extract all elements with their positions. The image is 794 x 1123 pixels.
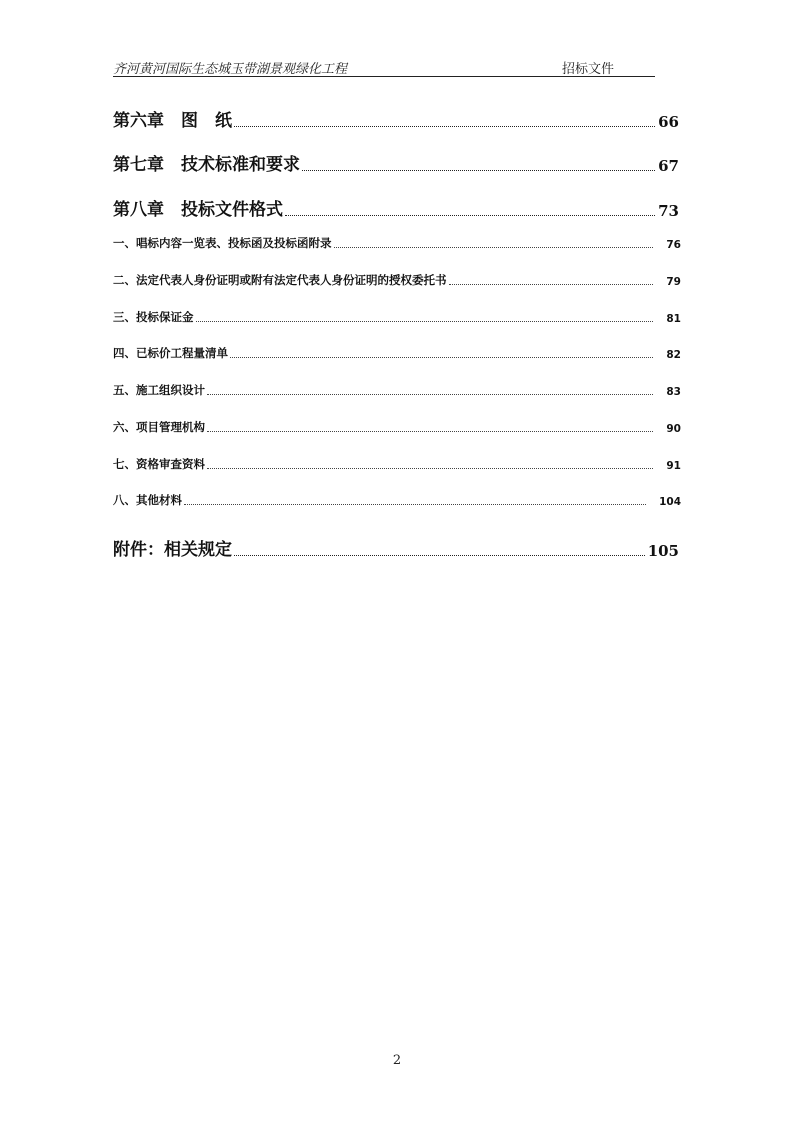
toc-dot-leader xyxy=(207,467,653,469)
toc-entry-section-3[interactable] xyxy=(113,309,681,325)
toc-dot-leader xyxy=(184,503,646,505)
page-number: 2 xyxy=(392,1053,402,1068)
toc-page-number: 73 xyxy=(658,202,679,220)
toc-page-number: 104 xyxy=(659,496,681,508)
toc-entry-section-1[interactable] xyxy=(113,235,681,251)
toc-entry-appendix[interactable] xyxy=(113,535,679,560)
toc-entry-section-5[interactable] xyxy=(113,382,681,398)
toc-page-number: 79 xyxy=(666,276,681,288)
toc-page-number: 90 xyxy=(666,423,681,435)
toc-entry-section-7[interactable] xyxy=(113,456,681,472)
toc-dot-leader xyxy=(234,125,655,127)
toc-dot-leader xyxy=(334,246,654,248)
toc-page-number: 76 xyxy=(666,239,681,251)
toc-page-number: 67 xyxy=(658,157,679,175)
toc-label: 五、施工组织设计 xyxy=(113,383,205,397)
toc-dot-leader xyxy=(196,320,654,322)
toc-label: 一、唱标内容一览表、投标函及投标函附录 xyxy=(113,236,332,250)
toc-page-number: 66 xyxy=(658,113,679,131)
toc-dot-leader xyxy=(230,356,653,358)
toc-label: 七、资格审查资料 xyxy=(113,457,205,471)
toc-dot-leader xyxy=(302,169,655,171)
toc-label: 三、投标保证金 xyxy=(113,310,194,324)
toc-entry-chapter-6[interactable] xyxy=(113,106,679,131)
toc-entry-section-4[interactable] xyxy=(113,345,681,361)
toc-dot-leader xyxy=(285,214,655,216)
document-type: 招标文件 xyxy=(562,62,615,77)
toc-label: 四、已标价工程量清单 xyxy=(113,346,228,360)
toc-entry-section-8[interactable] xyxy=(113,492,681,508)
toc-page-number: 82 xyxy=(666,349,681,361)
toc-dot-leader xyxy=(234,554,645,556)
toc-dot-leader xyxy=(449,283,654,285)
toc-dot-leader xyxy=(207,430,653,432)
toc-entry-section-2[interactable] xyxy=(113,272,681,288)
toc-entry-chapter-8[interactable] xyxy=(113,195,679,220)
toc-label: 第六章 图 纸 xyxy=(113,111,232,131)
toc-page-number: 83 xyxy=(666,386,681,398)
toc-page-number: 91 xyxy=(666,460,681,472)
toc-label: 二、法定代表人身份证明或附有法定代表人身份证明的授权委托书 xyxy=(113,273,447,287)
toc-label: 八、其他材料 xyxy=(113,493,182,507)
toc-page-number: 81 xyxy=(666,313,681,325)
toc-entry-chapter-7[interactable] xyxy=(113,150,679,175)
project-title: 齐河黄河国际生态城玉带湖景观绿化工程 xyxy=(113,62,348,77)
toc-label: 第八章 投标文件格式 xyxy=(113,200,283,220)
toc-label: 第七章 技术标准和要求 xyxy=(113,155,300,175)
toc-entry-section-6[interactable] xyxy=(113,419,681,435)
page-header xyxy=(113,56,655,77)
toc-page-number: 105 xyxy=(647,542,679,560)
toc-dot-leader xyxy=(207,393,653,395)
toc-label: 附件：相关规定 xyxy=(113,540,232,560)
toc-label: 六、项目管理机构 xyxy=(113,420,205,434)
